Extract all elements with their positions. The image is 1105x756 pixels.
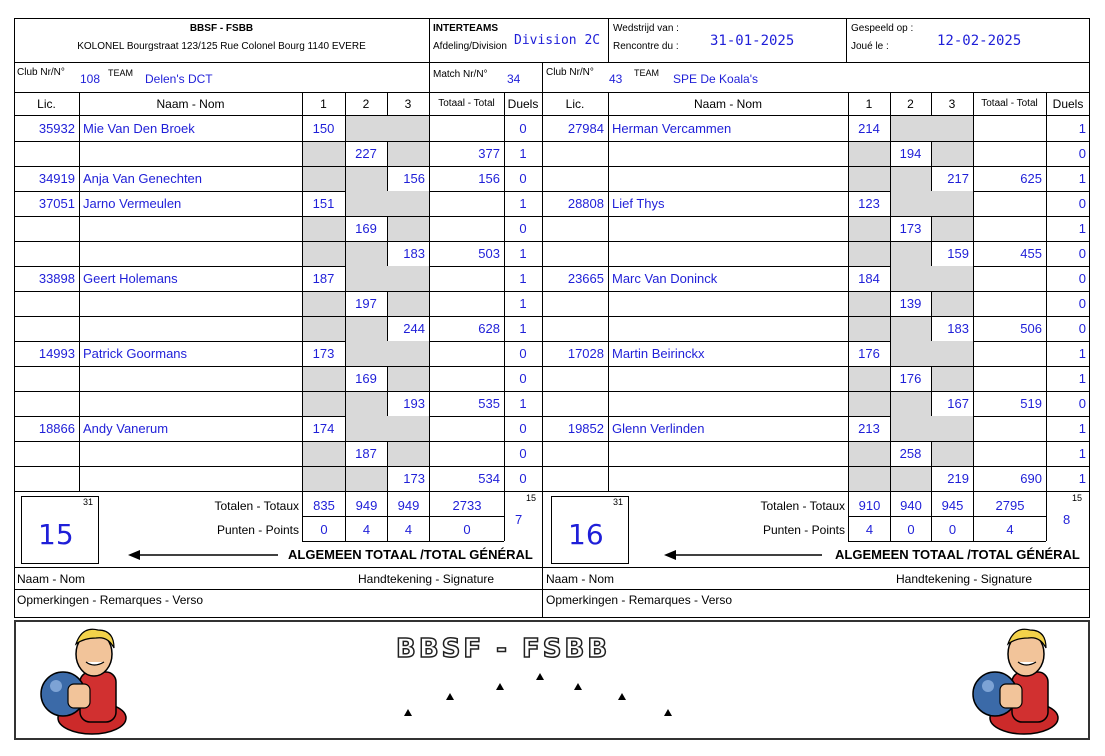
pts-total-left: 0 bbox=[463, 522, 471, 537]
player-lic: 28808 bbox=[567, 196, 604, 211]
tot-g1-right: 910 bbox=[858, 498, 881, 513]
remarks-label-right: Opmerkingen - Remarques - Verso bbox=[546, 593, 733, 607]
game-1-score: 214 bbox=[858, 121, 880, 136]
game-1-score: 174 bbox=[312, 421, 335, 436]
bowler-mascot-icon bbox=[34, 626, 138, 736]
game-3-score: 217 bbox=[947, 171, 969, 186]
game-2-score: 173 bbox=[899, 221, 922, 236]
col-header-name-left: Naam - Nom bbox=[156, 97, 225, 111]
duel-result: 0 bbox=[1078, 296, 1086, 311]
col-header-g3-left: 3 bbox=[404, 97, 412, 111]
player-lic: 19852 bbox=[567, 421, 604, 436]
duel-result: 1 bbox=[1078, 421, 1086, 436]
tot-total-right: 2795 bbox=[995, 498, 1025, 513]
player-name: Martin Beirinckx bbox=[612, 346, 705, 361]
match-date-label-nl: Wedstrijd van : bbox=[613, 23, 679, 34]
competition-title: INTERTEAMS bbox=[433, 23, 498, 34]
points-label-right: Punten - Points bbox=[762, 523, 845, 537]
name-label-right: Naam - Nom bbox=[546, 572, 615, 586]
duel-result: 1 bbox=[519, 396, 527, 411]
grand-max-left: 31 bbox=[83, 497, 94, 507]
col-header-duels-right: Duels bbox=[1052, 97, 1084, 111]
totals-label-left: Totalen - Totaux bbox=[214, 499, 299, 513]
game-1-score: 176 bbox=[858, 346, 880, 361]
tot-total-left: 2733 bbox=[452, 498, 482, 513]
duel-result: 1 bbox=[519, 321, 527, 336]
bowling-pins-icon bbox=[400, 670, 680, 722]
player-total: 690 bbox=[1020, 471, 1042, 486]
col-header-g2-right: 2 bbox=[907, 97, 914, 111]
game-1-score: 150 bbox=[312, 121, 335, 136]
duel-result: 0 bbox=[1078, 321, 1086, 336]
duel-result: 1 bbox=[519, 196, 527, 211]
general-label-left: ALGEMEEN TOTAAL /TOTAL GÉNÉRAL bbox=[288, 547, 533, 562]
logo-text: BBSF - FSBB bbox=[396, 634, 611, 664]
duel-result: 1 bbox=[1078, 471, 1086, 486]
col-header-total-left: Totaal - Total bbox=[438, 98, 495, 109]
player-total: 506 bbox=[1020, 321, 1042, 336]
game-2-score: 227 bbox=[355, 146, 377, 161]
game-1-score: 187 bbox=[312, 271, 335, 286]
game-1-score: 123 bbox=[858, 196, 880, 211]
player-total: 519 bbox=[1020, 396, 1042, 411]
player-total: 377 bbox=[478, 146, 500, 161]
player-lic: 35932 bbox=[38, 121, 75, 136]
player-name: Jarno Vermeulen bbox=[83, 196, 182, 211]
game-2-score: 169 bbox=[355, 221, 377, 236]
player-lic: 23665 bbox=[567, 271, 604, 286]
duel-result: 0 bbox=[519, 221, 527, 236]
player-total: 156 bbox=[478, 171, 500, 186]
name-label-left: Naam - Nom bbox=[17, 572, 86, 586]
player-total: 535 bbox=[478, 396, 500, 411]
pts-g3-left: 4 bbox=[404, 522, 413, 537]
duel-result: 0 bbox=[519, 346, 527, 361]
duels-max-left: 15 bbox=[526, 493, 537, 503]
grand-max-right: 31 bbox=[613, 497, 624, 507]
pts-g1-right: 4 bbox=[865, 522, 874, 537]
game-2-score: 169 bbox=[355, 371, 377, 386]
duel-result: 1 bbox=[519, 271, 527, 286]
duel-result: 0 bbox=[519, 421, 527, 436]
player-lic: 17028 bbox=[567, 346, 604, 361]
player-total: 455 bbox=[1020, 246, 1042, 261]
player-lic: 37051 bbox=[38, 196, 75, 211]
pts-g2-left: 4 bbox=[362, 522, 371, 537]
col-header-g2-left: 2 bbox=[362, 97, 370, 111]
duel-result: 0 bbox=[519, 171, 527, 186]
col-header-g3-right: 3 bbox=[948, 97, 956, 111]
player-name: Glenn Verlinden bbox=[612, 421, 705, 436]
game-3-score: 219 bbox=[947, 471, 969, 486]
game-2-score: 194 bbox=[899, 146, 922, 161]
org-address: KOLONEL Bourgstraat 123/125 Rue Colonel Bourg 1140 EVERE bbox=[77, 41, 366, 52]
game-3-score: 183 bbox=[947, 321, 969, 336]
duel-result: 0 bbox=[1078, 146, 1086, 161]
team-label-left: TEAM bbox=[108, 68, 134, 78]
duel-result: 1 bbox=[1078, 221, 1086, 236]
col-header-lic-left: Lic. bbox=[37, 97, 56, 111]
player-total: 628 bbox=[478, 321, 500, 336]
duel-result: 0 bbox=[519, 471, 527, 486]
duel-result: 1 bbox=[519, 246, 527, 261]
duel-result: 0 bbox=[519, 446, 527, 461]
player-lic: 34919 bbox=[38, 171, 75, 186]
duel-result: 1 bbox=[519, 296, 527, 311]
duel-result: 0 bbox=[519, 371, 527, 386]
tot-g2-left: 949 bbox=[355, 498, 378, 513]
game-2-score: 187 bbox=[355, 446, 377, 461]
match-nr-value: 34 bbox=[507, 72, 521, 86]
col-header-duels-left: Duels bbox=[507, 97, 539, 111]
duel-result: 1 bbox=[1078, 371, 1086, 386]
pts-g3-right: 0 bbox=[948, 522, 957, 537]
tot-g2-right: 940 bbox=[900, 498, 922, 513]
player-name: Anja Van Genechten bbox=[83, 171, 203, 186]
game-1-score: 151 bbox=[312, 196, 335, 211]
player-name: Marc Van Doninck bbox=[612, 271, 718, 286]
division-value: Division 2C bbox=[514, 33, 601, 48]
col-header-name-right: Naam - Nom bbox=[693, 97, 762, 111]
team-label-right: TEAM bbox=[634, 68, 660, 78]
played-date-value: 12-02-2025 bbox=[937, 33, 1022, 49]
game-3-score: 167 bbox=[947, 396, 969, 411]
game-2-score: 139 bbox=[899, 296, 922, 311]
grand-total-left: 15 bbox=[38, 518, 74, 551]
player-total: 503 bbox=[478, 246, 500, 261]
duel-result: 0 bbox=[1078, 246, 1086, 261]
player-lic: 18866 bbox=[38, 421, 75, 436]
game-1-score: 184 bbox=[858, 271, 880, 286]
game-3-score: 159 bbox=[947, 246, 969, 261]
duel-result: 1 bbox=[1078, 446, 1086, 461]
col-header-total-right: Totaal - Total bbox=[981, 98, 1038, 109]
game-3-score: 244 bbox=[403, 321, 425, 336]
played-label-fr: Joué le : bbox=[851, 41, 889, 52]
club-nr-right: 43 bbox=[609, 72, 623, 86]
duel-result: 0 bbox=[519, 121, 527, 136]
club-label-right: Club Nr/N° bbox=[546, 67, 594, 78]
player-name: Andy Vanerum bbox=[83, 421, 169, 436]
player-name: Geert Holemans bbox=[83, 271, 178, 286]
org-title: BBSF - FSBB bbox=[189, 23, 254, 34]
tot-g3-right: 945 bbox=[941, 498, 964, 513]
player-lic: 27984 bbox=[567, 121, 604, 136]
team-name-right: SPE De Koala's bbox=[673, 72, 759, 86]
game-3-score: 173 bbox=[403, 471, 425, 486]
duel-result: 1 bbox=[1078, 121, 1086, 136]
player-name: Lief Thys bbox=[612, 196, 665, 211]
totals-label-right: Totalen - Totaux bbox=[760, 499, 845, 513]
duel-result: 0 bbox=[1078, 196, 1086, 211]
pts-g1-left: 0 bbox=[320, 522, 328, 537]
game-2-score: 197 bbox=[355, 296, 377, 311]
team-name-left: Delen's DCT bbox=[145, 72, 213, 86]
game-1-score: 213 bbox=[858, 421, 880, 436]
game-2-score: 176 bbox=[899, 371, 922, 386]
signature-label-left: Handtekening - Signature bbox=[358, 572, 495, 586]
duel-result: 0 bbox=[1078, 271, 1086, 286]
match-nr-label: Match Nr/N° bbox=[433, 69, 488, 80]
game-3-score: 156 bbox=[403, 171, 425, 186]
player-lic: 14993 bbox=[38, 346, 75, 361]
duel-result: 1 bbox=[519, 146, 527, 161]
grand-total-right: 16 bbox=[568, 518, 604, 551]
col-header-lic-right: Lic. bbox=[565, 97, 585, 111]
club-nr-left: 108 bbox=[80, 72, 101, 86]
tot-duels-left: 7 bbox=[515, 512, 523, 527]
match-date-value: 31-01-2025 bbox=[710, 33, 795, 49]
player-name: Mie Van Den Broek bbox=[83, 121, 195, 136]
bowler-mascot-icon bbox=[966, 626, 1070, 736]
arrow-right-icon bbox=[664, 548, 824, 562]
tot-g3-left: 949 bbox=[397, 498, 420, 513]
player-name: Patrick Goormans bbox=[83, 346, 188, 361]
match-date-label-fr: Rencontre du : bbox=[613, 41, 679, 52]
col-header-g1-left: 1 bbox=[320, 97, 327, 111]
pts-g2-right: 0 bbox=[907, 522, 915, 537]
club-label-left: Club Nr/N° bbox=[17, 67, 65, 78]
played-label-nl: Gespeeld op : bbox=[851, 23, 914, 34]
remarks-label-left: Opmerkingen - Remarques - Verso bbox=[17, 593, 204, 607]
duel-result: 1 bbox=[1078, 346, 1086, 361]
duels-max-right: 15 bbox=[1072, 493, 1083, 503]
game-3-score: 183 bbox=[403, 246, 425, 261]
tot-g1-left: 835 bbox=[313, 498, 335, 513]
duel-result: 1 bbox=[1078, 171, 1086, 186]
tot-duels-right: 8 bbox=[1063, 512, 1071, 527]
player-total: 534 bbox=[478, 471, 500, 486]
game-1-score: 173 bbox=[312, 346, 335, 361]
col-header-g1-right: 1 bbox=[865, 97, 873, 111]
player-lic: 33898 bbox=[38, 271, 75, 286]
general-label-right: ALGEMEEN TOTAAL /TOTAL GÉNÉRAL bbox=[835, 547, 1080, 562]
game-3-score: 193 bbox=[403, 396, 425, 411]
duel-result: 0 bbox=[1078, 396, 1086, 411]
division-label: Afdeling/Division bbox=[433, 41, 507, 52]
game-2-score: 258 bbox=[899, 446, 922, 461]
arrow-left-icon bbox=[128, 548, 280, 562]
points-label-left: Punten - Points bbox=[216, 523, 299, 537]
pts-total-right: 4 bbox=[1006, 522, 1014, 537]
signature-label-right: Handtekening - Signature bbox=[896, 572, 1033, 586]
player-total: 625 bbox=[1020, 171, 1042, 186]
player-name: Herman Vercammen bbox=[612, 121, 732, 136]
